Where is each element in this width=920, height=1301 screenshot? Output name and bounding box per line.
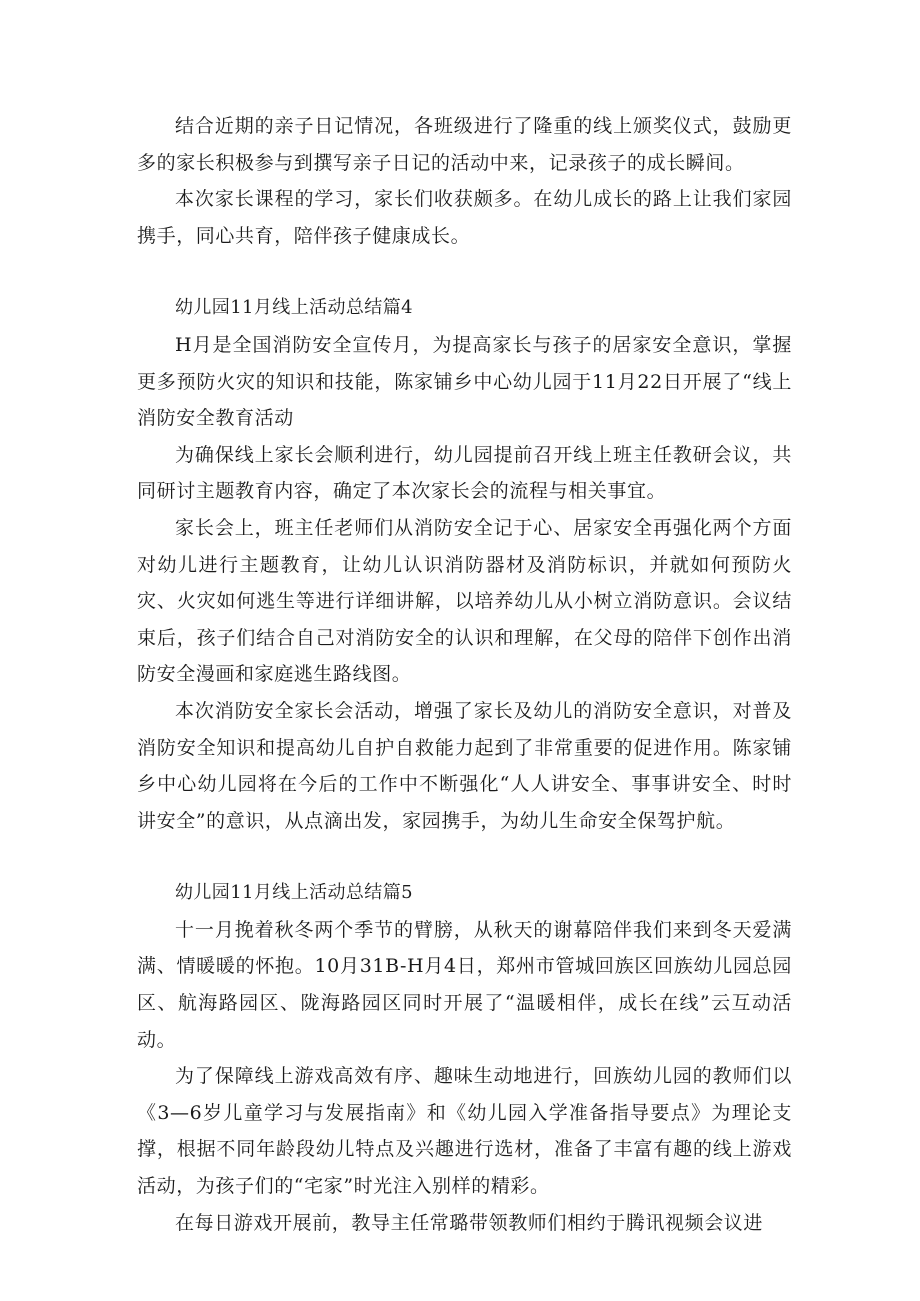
section-heading: 幼儿园11月线上活动总结篇5 <box>175 882 413 904</box>
paragraph: 为了保障线上游戏高效有序、趣味生动地进行，回族幼儿园的教师们以《3—6岁儿童学习与发展指南》和《幼儿园入学准备指导要点》为理论支撑，根据不同年龄段幼儿特点及兴趣进行选材，准备了丰富有趣的线上游戏活动，为孩子们的“宅家”时光注入别样的精彩。 <box>137 1065 792 1198</box>
paragraph: 为确保线上家长会顺利进行，幼儿园提前召开线上班主任教研会议，共同研讨主题教育内容，确定了本次家长会的流程与相关事宜。 <box>137 443 792 503</box>
paragraph: H月是全国消防安全宣传月，为提高家长与孩子的居家安全意识，掌握更多预防火灾的知识和技能，陈家铺乡中心幼儿园于11月22日开展了“线上消防安全教育活动 <box>137 333 792 430</box>
paragraph: 结合近期的亲子日记情况，各班级进行了隆重的线上颁奖仪式，鼓励更多的家长积极参与到撰写亲子日记的活动中来，记录孩子的成长瞬间。 <box>137 115 792 174</box>
paragraph: 十一月挽着秋冬两个季节的臂膀，从秋天的谢幕陪伴我们来到冬天爱满满、情暖暖的怀抱。10月31B-H月4日，郑州市管城回族区回族幼儿园总园区、航海路园区、陇海路园区同时开展了“温暖相伴，成长在线”云互动活动。 <box>137 918 792 1051</box>
paragraph: 本次家长课程的学习，家长们收获颇多。在幼儿成长的路上让我们家园携手，同心共育，陪伴孩子健康成长。 <box>137 188 792 247</box>
paragraph: 在每日游戏开展前，教导主任常璐带领教师们相约于腾讯视频会议进 <box>175 1211 764 1234</box>
paragraph: 本次消防安全家长会活动，增强了家长及幼儿的消防安全意识，对普及消防安全知识和提高幼儿自护自救能力起到了非常重要的促进作用。陈家铺乡中心幼儿园将在今后的工作中不断强化“人人讲安全、事事讲安全、时时讲安全”的意识，从点滴出发，家园携手，为幼儿生命安全保驾护航。 <box>137 699 792 832</box>
section-gap <box>137 254 792 290</box>
section-heading: 幼儿园11月线上活动总结篇4 <box>175 297 413 319</box>
section-gap <box>137 839 792 875</box>
paragraph: 家长会上，班主任老师们从消防安全记于心、居家安全再强化两个方面对幼儿进行主题教育，让幼儿认识消防器材及消防标识，并就如何预防火灾、火灾如何逃生等进行详细讲解，以培养幼儿从小树立消防意识。会议结束后，孩子们结合自己对消防安全的认识和理解，在父母的陪伴下创作出消防安全漫画和家庭逃生路线图。 <box>137 516 792 686</box>
document-body <box>137 108 792 1241</box>
